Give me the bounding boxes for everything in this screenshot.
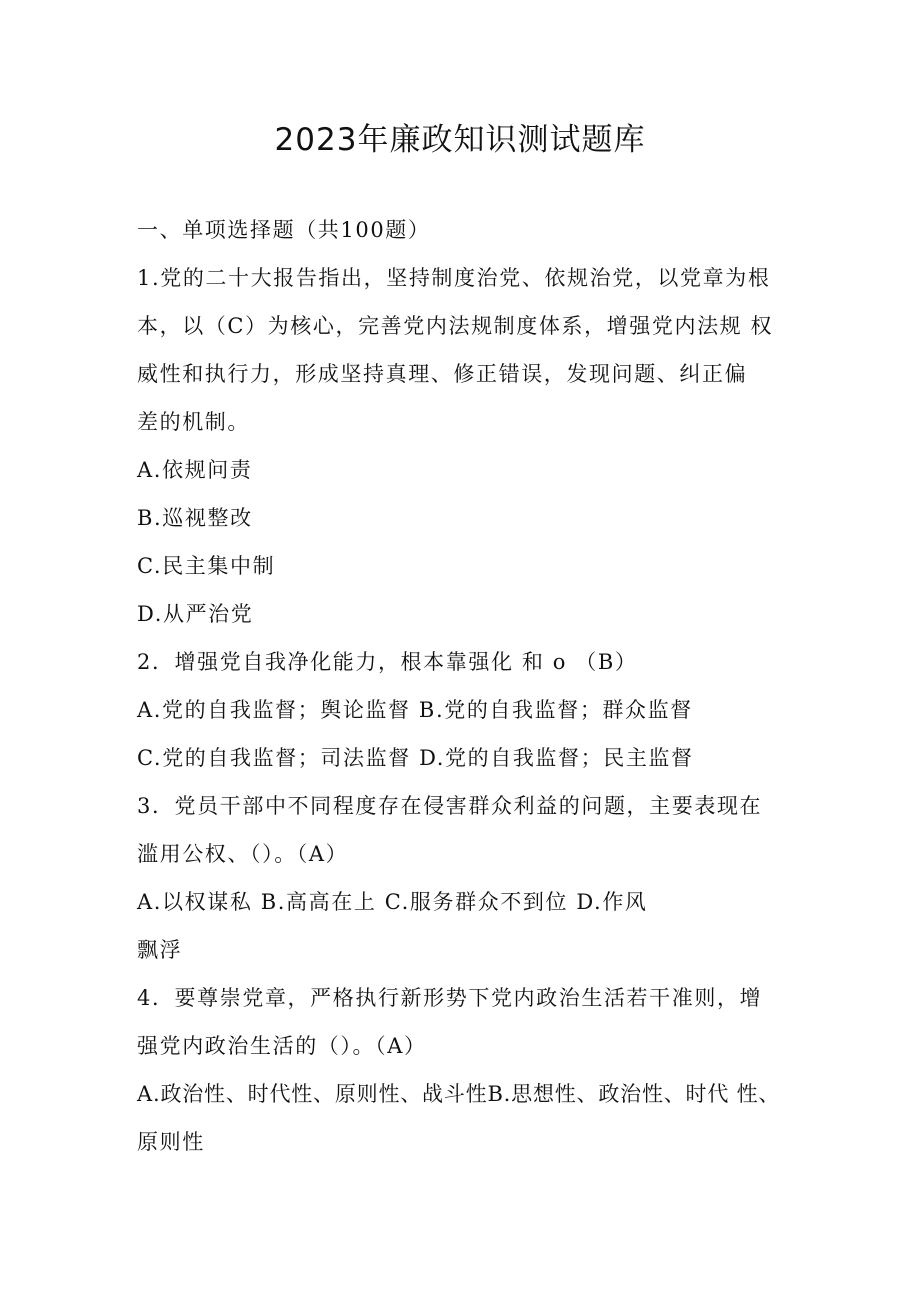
q1-option-b: B.巡视整改 [137,506,253,530]
q4-options-ab: A.政治性、时代性、原则性、战斗性B.思想性、政治性、时代 性、 [137,1082,781,1106]
q1-option-d: D.从严治党 [137,602,254,626]
q1-text-line-3: 威性和执行力，形成坚持真理、修正错误，发现问题、纠正偏 [137,362,748,386]
q4-options-continued: 原则性 [137,1130,205,1154]
q3-text-line-1: 3．党员干部中不同程度存在侵害群众利益的问题，主要表现在 [137,794,763,818]
document-title: 2023年廉政知识测试题库 [274,122,646,158]
q3-text-line-2: 滥用公权、（）。（A） [137,842,349,866]
q4-text-line-1: 4．要尊崇党章，严格执行新形势下党内政治生活若干准则，增 [137,986,763,1010]
q1-option-a: A.依规问责 [137,458,253,482]
q4-text-line-2: 强党内政治生活的（）。（A） [137,1034,427,1058]
q1-text-line-2: 本，以（C）为核心，完善党内法规制度体系，增强党内法规 权 [137,314,774,338]
q2-text: 2．增强党自我净化能力，根本靠强化 和 o （B） [137,650,638,674]
q2-options-cd: C.党的自我监督；司法监督 D.党的自我监督；民主监督 [137,746,694,770]
q1-option-c: C.民主集中制 [137,554,276,578]
section-heading: 一、单项选择题（共100题） [137,218,431,242]
q1-text-line-1: 1.党的二十大报告指出，坚持制度治党、依规治党，以党章为根 [137,266,771,290]
q3-options: A.以权谋私 B.高高在上 C.服务群众不到位 D.作风 [137,890,648,914]
q1-text-line-4: 差的机制。 [137,410,250,434]
q2-options-ab: A.党的自我监督；舆论监督 B.党的自我监督；群众监督 [137,698,693,722]
q3-options-continued: 飘浮 [137,938,183,962]
